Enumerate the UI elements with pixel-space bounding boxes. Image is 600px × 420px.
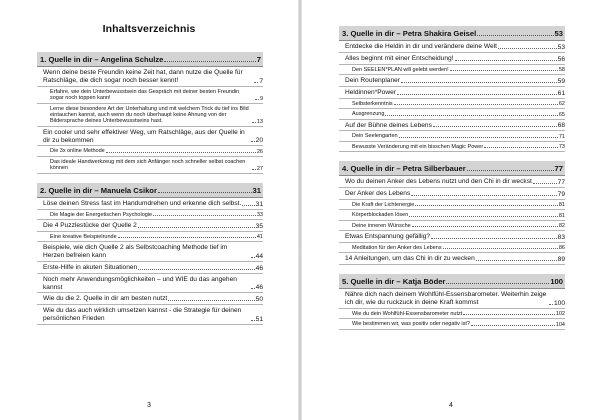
section-page-number: 31 xyxy=(252,185,261,195)
entry-title: Die 3x online Methode xyxy=(50,148,105,155)
dot-leader xyxy=(477,35,553,36)
entry-title: Wie du dein Wohlfühl-Essensbarometer nutzt xyxy=(352,310,463,317)
entry-page-number: 33 xyxy=(256,212,263,219)
entry-page-number: 86 xyxy=(558,245,565,252)
dot-leader xyxy=(411,195,556,196)
dot-leader xyxy=(455,60,557,61)
dot-leader xyxy=(251,288,255,289)
section-header[interactable] xyxy=(37,183,263,198)
toc-entry[interactable] xyxy=(37,274,263,294)
entry-page-number: 56 xyxy=(557,55,565,63)
toc-subentry[interactable] xyxy=(339,99,565,109)
dot-leader xyxy=(138,227,255,228)
entry-title: Bewusste Veränderung mit ein bisschen Magic Power xyxy=(352,143,484,150)
entry-page-number: 79 xyxy=(557,190,565,198)
entry-title: Wo du deinen Anker des Lebens nutzt und den Chi in dir weckst xyxy=(345,178,532,186)
entry-page-number: 53 xyxy=(557,43,565,51)
toc-subentry[interactable] xyxy=(37,104,263,127)
section-page-number: 77 xyxy=(554,164,563,174)
entry-page-number: 7 xyxy=(259,77,263,85)
dot-leader xyxy=(251,320,255,321)
entry-page-number: 61 xyxy=(557,89,565,97)
dot-leader xyxy=(433,126,557,127)
toc-entry[interactable] xyxy=(37,220,263,232)
entry-title: Das ideale Handwerkzeug mit dem sich Anfänger noch schneller selbst coachen können xyxy=(50,158,246,172)
entry-title: Wie du das auch wirklich umsetzen kannst - die Strategie für deinen persönlichen Frieden xyxy=(43,307,242,322)
entry-page-number: 35 xyxy=(255,222,263,230)
entry-title: Noch mehr Anwendungsmöglichkeiten – und WIE du das angehen kannst xyxy=(43,275,237,291)
dot-leader xyxy=(397,94,557,95)
entry-page-number: 50 xyxy=(255,296,263,304)
dot-leader xyxy=(467,170,554,171)
entry-title: Der Anker des Lebens xyxy=(345,190,411,198)
toc-section xyxy=(37,183,263,325)
dot-leader xyxy=(164,61,255,62)
entry-title: Körperblockaden lösen xyxy=(352,212,409,219)
dot-leader xyxy=(401,82,557,83)
section-page-number: 53 xyxy=(554,29,563,38)
toc-entry[interactable] xyxy=(37,198,263,210)
dot-leader xyxy=(471,325,555,326)
entry-page-number: 62 xyxy=(558,101,565,108)
toc-entry[interactable] xyxy=(37,127,263,147)
entry-page-number: 77 xyxy=(557,179,565,187)
toc-section xyxy=(339,161,565,265)
left-toc-list xyxy=(37,52,263,334)
entry-title: Alles beginnt mit einer Entscheidung! xyxy=(345,54,454,62)
entry-page-number: 46 xyxy=(255,284,263,292)
dot-leader xyxy=(443,248,558,249)
dot-leader xyxy=(498,48,557,49)
toc-subentry[interactable] xyxy=(339,65,565,75)
dot-leader xyxy=(415,205,558,206)
entry-page-number: 13 xyxy=(256,118,263,125)
entry-title: Beispiele, wie dich Quelle 2 als Selbstcoaching Methode tief im Herzen befreien kann xyxy=(43,244,228,260)
entry-page-number: 51 xyxy=(255,315,263,323)
dot-leader xyxy=(252,169,256,170)
toc-subentry[interactable] xyxy=(339,109,565,119)
dot-leader xyxy=(431,238,557,239)
section-title: 2. Quelle in dir – Manuela Csikor xyxy=(40,185,157,195)
toc-subentry[interactable] xyxy=(339,221,565,231)
toc-subentry[interactable] xyxy=(339,131,565,141)
dot-leader xyxy=(252,122,256,123)
entry-page-number: 41 xyxy=(256,234,263,241)
section-title: 4. Quelle in dir – Petra Silberbauer xyxy=(342,164,466,174)
entry-page-number: 31 xyxy=(255,200,263,208)
toc-entry[interactable] xyxy=(339,75,565,87)
dot-leader xyxy=(255,99,259,100)
dot-leader xyxy=(484,147,558,148)
entry-page-number: 81 xyxy=(558,202,565,209)
entry-title: Nähre dich nach deinem Wohlfühl-Essensbarometer. Weiterhin zeige ich dir, wie du ruckzuck in deine Kraft kommst xyxy=(345,291,547,307)
entry-page-number: 81 xyxy=(558,212,565,219)
toc-entry[interactable] xyxy=(37,262,263,274)
right-page-number: 4 xyxy=(449,402,453,409)
dot-leader xyxy=(118,237,256,238)
dot-leader xyxy=(394,104,558,105)
entry-page-number: 44 xyxy=(255,252,263,260)
entry-page-number: 27 xyxy=(256,165,263,172)
entry-title: Lerne diese besondere Art der Unterhaltung und mit welchem Trick du tief ins Bild eintauchen kannst, auch wenn du noch überhaupt keine Ahnung von der Bildersprache deines Unterbewusstseins hast. xyxy=(50,105,249,125)
entry-title: Wenn deine beste Freundin keine Zeit hat, dann nutze die Quelle für Ratschläge, die dich sogar noch besser kennt! xyxy=(43,69,243,84)
entry-page-number: 89 xyxy=(557,256,565,264)
entry-title: 14 Anleitungen, um das Chi in dir zu wecken xyxy=(345,255,475,263)
entry-title: Entdecke die Heldin in dir und verändere deine Welt xyxy=(345,43,497,50)
toc-entry[interactable] xyxy=(339,87,565,99)
toc-subentry[interactable] xyxy=(339,243,565,253)
dot-leader xyxy=(399,137,558,138)
right-page xyxy=(302,0,600,420)
toc-subentry[interactable] xyxy=(37,210,263,220)
toc-subentry[interactable] xyxy=(339,309,565,319)
toc-subentry[interactable] xyxy=(37,146,263,156)
section-header[interactable] xyxy=(339,274,565,289)
entry-page-number: 83 xyxy=(557,234,565,241)
toc-title: Inhaltsverzeichnis xyxy=(102,23,196,35)
entry-title: Selbsterkenntnis xyxy=(352,100,393,107)
entry-title: Eine kreative Beispielrunde xyxy=(50,233,117,240)
entry-page-number: 102 xyxy=(555,311,565,318)
toc-subentry[interactable] xyxy=(37,87,263,104)
toc-entry[interactable] xyxy=(339,120,565,132)
entry-title: Dein Seelengarten xyxy=(352,133,398,140)
toc-subentry[interactable] xyxy=(339,142,565,152)
entry-title: Die Kraft der Lichtenergie xyxy=(352,201,415,208)
entry-title: Die Magie der Energetischen Psychologie xyxy=(50,211,153,218)
toc-subentry[interactable] xyxy=(339,319,565,329)
entry-page-number: 73 xyxy=(558,144,565,151)
entry-title: Erste-Hilfe in akuten Situationen xyxy=(43,263,138,271)
entry-page-number: 58 xyxy=(558,67,565,74)
entry-page-number: 68 xyxy=(557,122,565,130)
section-page-number: 7 xyxy=(256,55,261,64)
section-title: 3. Quelle in dir – Petra Shakira Geisel xyxy=(342,29,477,38)
dot-leader xyxy=(158,192,252,193)
toc-subentry[interactable] xyxy=(37,157,263,174)
toc-entry[interactable] xyxy=(37,242,263,262)
dot-leader xyxy=(242,205,254,206)
toc-subentry[interactable] xyxy=(339,200,565,210)
section-page-number: 100 xyxy=(550,277,563,287)
toc-section xyxy=(339,26,565,152)
entry-title: Wie du die 2. Quelle in dir am besten nutzt xyxy=(43,295,168,303)
left-page xyxy=(0,0,298,420)
entry-title: Ein cooler und sehr effektiver Weg, um Ratschläge, aus der Quelle in dir zu bekommen xyxy=(43,128,245,144)
entry-title: Die 4 Puzzlestücke der Quelle 2 xyxy=(43,222,137,230)
toc-entry[interactable] xyxy=(37,67,263,87)
toc-entry[interactable] xyxy=(339,176,565,188)
dot-leader xyxy=(254,82,258,83)
entry-title: Auf der Bühne deines Lebens xyxy=(345,121,432,129)
left-page-number: 3 xyxy=(147,402,151,409)
dot-leader xyxy=(251,257,255,258)
entry-page-number: 20 xyxy=(255,137,263,145)
toc-entry[interactable] xyxy=(339,41,565,53)
entry-page-number: 9 xyxy=(259,95,263,102)
dot-leader xyxy=(476,260,557,261)
entry-title: Den SEELEN*PLAN will gelebt werden! xyxy=(352,66,449,73)
toc-entry[interactable] xyxy=(339,188,565,200)
entry-page-number: 71 xyxy=(558,133,565,140)
entry-title: Ausgrenzung xyxy=(352,111,385,118)
dot-leader xyxy=(412,226,558,227)
toc-section xyxy=(37,52,263,174)
entry-page-number: 59 xyxy=(557,77,565,85)
section-title: 5. Quelle in dir – Katja Böder xyxy=(342,277,446,287)
dot-leader xyxy=(446,283,549,284)
entry-page-number: 65 xyxy=(558,111,565,118)
dot-leader xyxy=(385,115,557,116)
toc-entry[interactable] xyxy=(339,53,565,65)
entry-title: Dein Routenplaner xyxy=(345,77,400,85)
dot-leader xyxy=(549,304,553,305)
dot-leader xyxy=(251,141,255,142)
dot-leader xyxy=(533,183,557,184)
section-header[interactable] xyxy=(37,52,263,67)
right-toc-list xyxy=(339,26,565,339)
dot-leader xyxy=(153,215,256,216)
dot-leader xyxy=(138,269,254,270)
entry-page-number: 46 xyxy=(255,264,263,272)
entry-title: Meditation für den Anker des Lebens xyxy=(352,245,442,251)
toc-entry[interactable] xyxy=(339,289,565,309)
toc-entry[interactable] xyxy=(37,293,263,305)
entry-page-number: 26 xyxy=(256,148,263,155)
dot-leader xyxy=(450,70,558,71)
entry-title: Heldinnen*Power xyxy=(345,88,396,96)
entry-page-number: 100 xyxy=(553,299,565,307)
dot-leader xyxy=(409,216,558,217)
toc-subentry[interactable] xyxy=(339,210,565,220)
toc-entry[interactable] xyxy=(339,231,565,243)
entry-page-number: 82 xyxy=(558,223,565,230)
dot-leader xyxy=(168,300,254,301)
entry-title: Deine inneren Wünsche xyxy=(352,222,411,229)
section-header[interactable] xyxy=(339,161,565,176)
toc-entry[interactable] xyxy=(37,305,263,325)
toc-entry[interactable] xyxy=(339,253,565,265)
entry-page-number: 104 xyxy=(555,321,565,328)
toc-section xyxy=(339,274,565,330)
section-header[interactable] xyxy=(339,26,565,41)
entry-title: Erfahre, wie dein Unterbewusstsein das Gespräch mit deiner besten Freundin sogar noch toppen kann! xyxy=(50,88,240,102)
section-title: 1. Quelle in dir – Angelina Schulze xyxy=(40,55,164,64)
entry-title: Löse deinen Stress fast im Handumdrehen und erkenne dich selbst. xyxy=(43,199,242,207)
entry-title: Etwas Entspannung gefällig? xyxy=(345,233,431,241)
entry-title: Wie bestimmen wir, was positiv oder negativ ist? xyxy=(352,321,470,328)
dot-leader xyxy=(106,152,256,153)
toc-subentry[interactable] xyxy=(37,232,263,242)
dot-leader xyxy=(463,314,555,315)
